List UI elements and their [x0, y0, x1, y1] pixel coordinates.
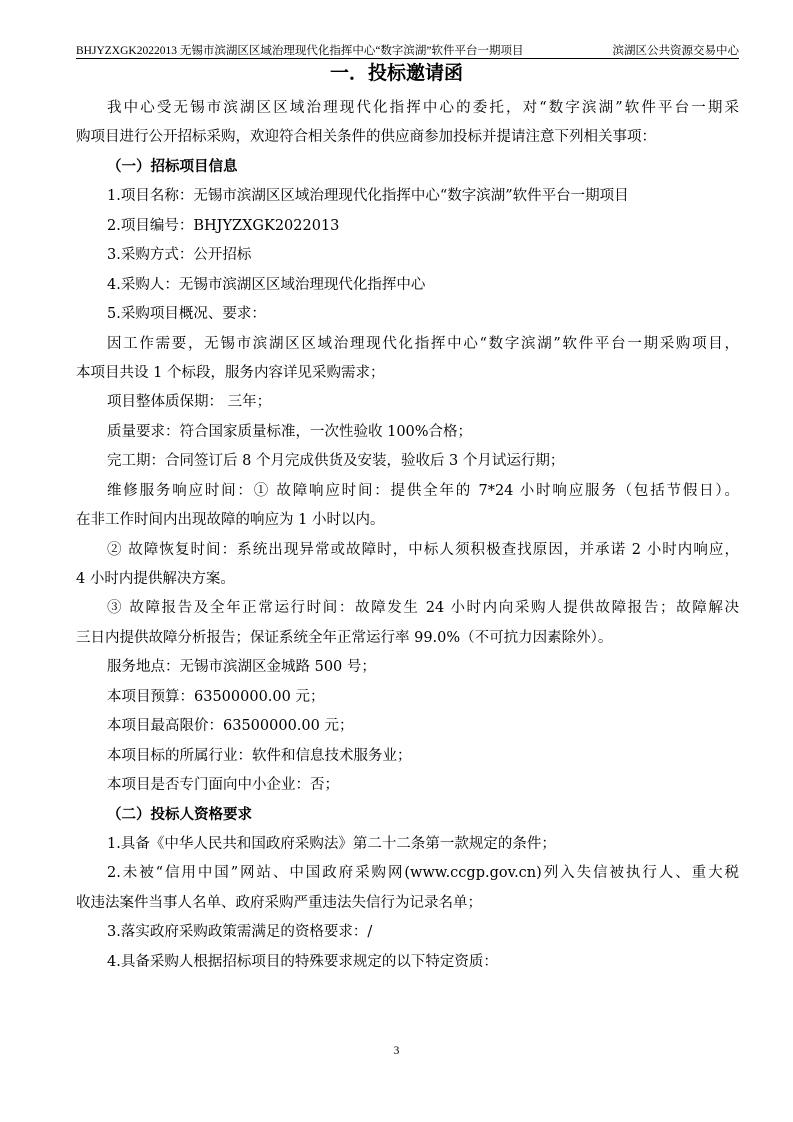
page-number: 3 [393, 1045, 400, 1057]
recovery-line-1: ② 故障恢复时间：系统出现异常或故障时，中标人须积极查找原因，并承诺 2 小时内响应， [107, 541, 739, 558]
quality-line: 质量要求：符合国家质量标准，一次性验收 100%合格； [107, 423, 473, 440]
overview-line-2: 本项目共设 1 个标段，服务内容详见采购需求； [76, 364, 385, 381]
requirement-2-line-2: 收违法案件当事人名单、政府采购严重违法失信行为记录名单； [76, 894, 482, 911]
overview-line-1: 因工作需要，无锡市滨湖区区域治理现代化指挥中心“数字滨湖”软件平台一期采购项目， [107, 335, 739, 352]
overview-item: 5.采购项目概况、要求： [107, 306, 266, 323]
header-organization: 滨湖区公共资源交易中心 [612, 45, 739, 57]
completion-line: 完工期：合同签订后 8 个月完成供货及安装，验收后 3 个月试运行期； [107, 453, 565, 470]
report-line-1: ③ 故障报告及全年正常运行时间：故障发生 24 小时内向采购人提供故障报告；故障解决 [107, 600, 739, 617]
intro-line-1: 我中心受无锡市滨湖区区域治理现代化指挥中心的委托，对“数字滨湖”软件平台一期采 [107, 100, 739, 116]
document-body [76, 94, 739, 977]
maintenance-line-2: 在非工作时间内出现故障的响应为 1 小时以内。 [76, 512, 385, 529]
section-title: 一．投标邀请函 [329, 62, 463, 84]
maintenance-line-1: 维修服务响应时间：① 故障响应时间：提供全年的 7*24 小时响应服务（包括节假日）。 [107, 482, 739, 499]
procurement-method-item: 3.采购方式：公开招标 [107, 247, 252, 264]
requirement-3: 3.落实政府采购政策需满足的资格要求：/ [107, 924, 373, 941]
industry-line: 本项目标的所属行业：软件和信息技术服务业； [107, 747, 412, 764]
requirement-1: 1.具备《中华人民共和国政府采购法》第二十二条第一款规定的条件； [107, 835, 556, 852]
sme-line: 本项目是否专门面向中小企业：否； [107, 777, 339, 794]
section2-heading: （二）投标人资格要求 [107, 806, 252, 823]
service-location-line: 服务地点：无锡市滨湖区金城路 500 号； [107, 659, 376, 676]
report-line-2: 三日内提供故障分析报告；保证系统全年正常运行率 99.0%（不可抗力因素除外）。 [76, 629, 613, 646]
warranty-line: 项目整体质保期： 三年； [107, 394, 272, 411]
max-price-line: 本项目最高限价：63500000.00 元； [107, 718, 354, 735]
running-header [76, 42, 739, 58]
intro-line-2: 购项目进行公开招标采购，欢迎符合相关条件的供应商参加投标并提请注意下列相关事项： [76, 129, 656, 146]
project-name-item: 1.项目名称：无锡市滨湖区区域治理现代化指挥中心“数字滨湖”软件平台一期项目 [107, 188, 629, 205]
recovery-line-2: 4 小时内提供解决方案。 [76, 571, 235, 587]
purchaser-item: 4.采购人：无锡市滨湖区区域治理现代化指挥中心 [107, 276, 426, 293]
section1-heading: （一）招标项目信息 [107, 158, 238, 175]
requirement-2-line-1: 2.未被“信用中国”网站、中国政府采购网(www.ccgp.gov.cn)列入失信被执行人、重大税 [107, 865, 739, 882]
header-project-title: BHJYZXGK2022013 无锡市滨湖区区域治理现代化指挥中心“数字滨湖”软件平台一期项目 [76, 45, 524, 57]
requirement-4: 4.具备采购人根据招标项目的特殊要求规定的以下特定资质： [107, 953, 498, 970]
budget-line: 本项目预算：63500000.00 元； [107, 688, 325, 705]
project-number-item: 2.项目编号：BHJYZXGK2022013 [107, 217, 340, 234]
